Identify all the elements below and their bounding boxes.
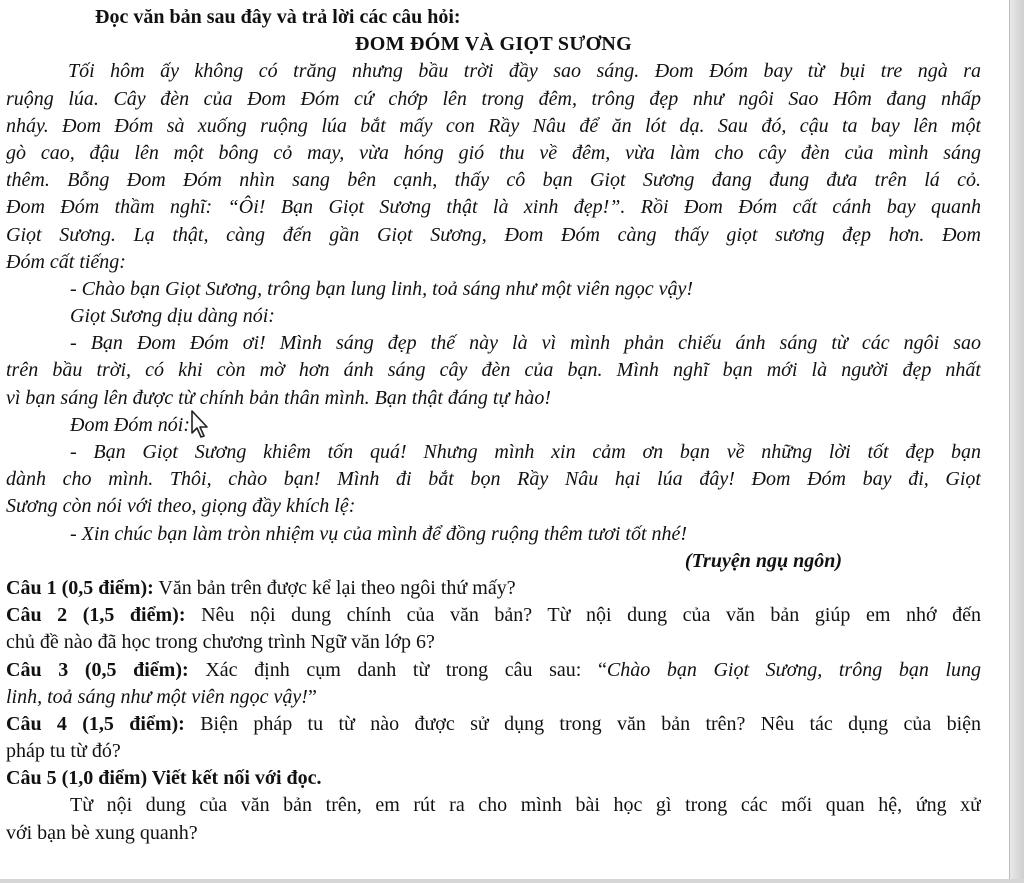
document-page [6,4,981,847]
question-2 [6,602,981,629]
narration-line: Giọt Sương dịu dàng nói: [70,305,275,328]
narration-line: Đom Đóm nói: [70,413,190,436]
story-line: Giọt Sương. Lạ thật, càng đến gần Giọt Sương, Đom Đóm càng thấy giọt sương đẹp hơn. Đom [6,223,981,246]
dialogue-line: vì bạn sáng lên được từ chính bản thân mình. Bạn thật đáng tự hào! [6,386,552,409]
story-line: Tối hôm ấy không có trăng nhưng bầu trời đầy sao sáng. Đom Đóm bay từ bụi tre ngà ra [68,60,981,83]
window-edge [1009,0,1024,883]
story-line: gò cao, đậu lên một bông cỏ may, vừa hóng gió thu về đêm, vừa làm cho cây đèn của mình sáng [6,141,981,164]
question-sep: : [147,576,154,599]
story-line: ruộng lúa. Cây đèn của Đom Đóm cứ chớp lên trong đêm, trông đẹp như ngôi Sao Hôm đang nhấp [6,87,981,110]
question-3 [6,657,981,684]
question-5-text: Từ nội dung của văn bản trên, em rút ra cho mình bài học gì trong các mối quan hệ, ứng xử [70,794,981,817]
mouse-cursor-icon [190,409,212,439]
question-4-cont: pháp tu từ đó? [6,740,121,763]
dialogue-line: trên bầu trời, có khi còn mờ hơn ánh sáng cây đèn của bạn. Mình nghĩ bạn mới là người đẹp nhất [6,359,981,382]
question-text: Nêu nội dung chính của văn bản? Từ nội dung của văn bản giúp em nhớ đến [201,604,981,627]
quoted-sentence: Chào bạn Giọt Sương, trông bạn lung [606,658,981,681]
question-2-cont: chủ đề nào đã học trong chương trình Ngữ văn lớp 6? [6,631,435,654]
window-bottom-edge [0,879,1024,883]
dialogue-line: dành cho mình. Thôi, chào bạn! Mình đi bắt bọn Rầy Nâu hại lúa đây! Đom Đóm bay đi, Giọt [6,468,981,491]
dialogue-line: - Bạn Đom Đóm ơi! Mình sáng đẹp thế này là vì mình phản chiếu ánh sáng từ các ngôi sao [70,332,981,355]
story-line: thêm. Bỗng Đom Đóm nhìn sang bên cạnh, thấy cô bạn Giọt Sương đang đung đưa trên lá cỏ. [6,169,981,192]
narration-line: Sương còn nói với theo, giọng đầy khích lệ: [6,495,356,518]
dialogue-line: - Xin chúc bạn làm tròn nhiệm vụ của mình để đồng ruộng thêm tươi tốt nhé! [70,522,688,545]
question-sep: : [178,712,185,735]
quote-close: ” [307,685,317,708]
question-sep: : [178,604,186,627]
question-text: Xác định cụm danh từ trong câu sau: “ [205,658,607,681]
question-text: Văn bản trên được kể lại theo ngôi thứ mấy? [158,576,516,599]
story-title: ĐOM ĐÓM VÀ GIỌT SƯƠNG [354,33,633,56]
dialogue-line: - Bạn Giọt Sương khiêm tốn quá! Nhưng mình xin cảm ơn bạn về những lời tốt đẹp bạn [70,441,981,463]
instruction: Đọc văn bản sau đây và trả lời các câu hỏi: [95,6,461,28]
question-label: Câu 1 (0,5 điểm) [6,576,148,599]
story-line: Đom Đóm thầm nghĩ: “Ôi! Bạn Giọt Sương thật là xinh đẹp!”. Rồi Đom Đóm cất cánh bay quanh [6,196,981,219]
question-text: Biện pháp tu từ nào được sử dụng trong văn bản trên? Nêu tác dụng của biện [200,712,981,735]
question-3-cont [6,684,981,711]
story-line: nháy. Đom Đóm sà xuống ruộng lúa bắt mấy con Rầy Nâu để ăn lót dạ. Sau đó, cậu ta bay lên một [6,114,981,137]
question-label: Câu 5 (1,0 điểm) Viết kết nối với đọc. [6,767,322,790]
story-source: (Truyện ngụ ngôn) [684,549,842,572]
question-5 [6,765,981,792]
question-label: Câu 2 (1,5 điểm) [6,604,179,627]
question-label: Câu 3 (0,5 điểm) [6,658,182,681]
question-5-cont: với bạn bè xung quanh? [6,821,198,844]
question-label: Câu 4 (1,5 điểm) [6,712,179,735]
story-line: Đóm cất tiếng: [6,250,126,273]
question-4 [6,711,981,738]
question-1 [6,575,981,602]
dialogue-line: - Chào bạn Giọt Sương, trông bạn lung linh, toả sáng như một viên ngọc vậy! [70,277,693,300]
question-sep: : [182,658,189,681]
quoted-sentence-cont: linh, toả sáng như một viên ngọc vậy! [6,685,308,708]
